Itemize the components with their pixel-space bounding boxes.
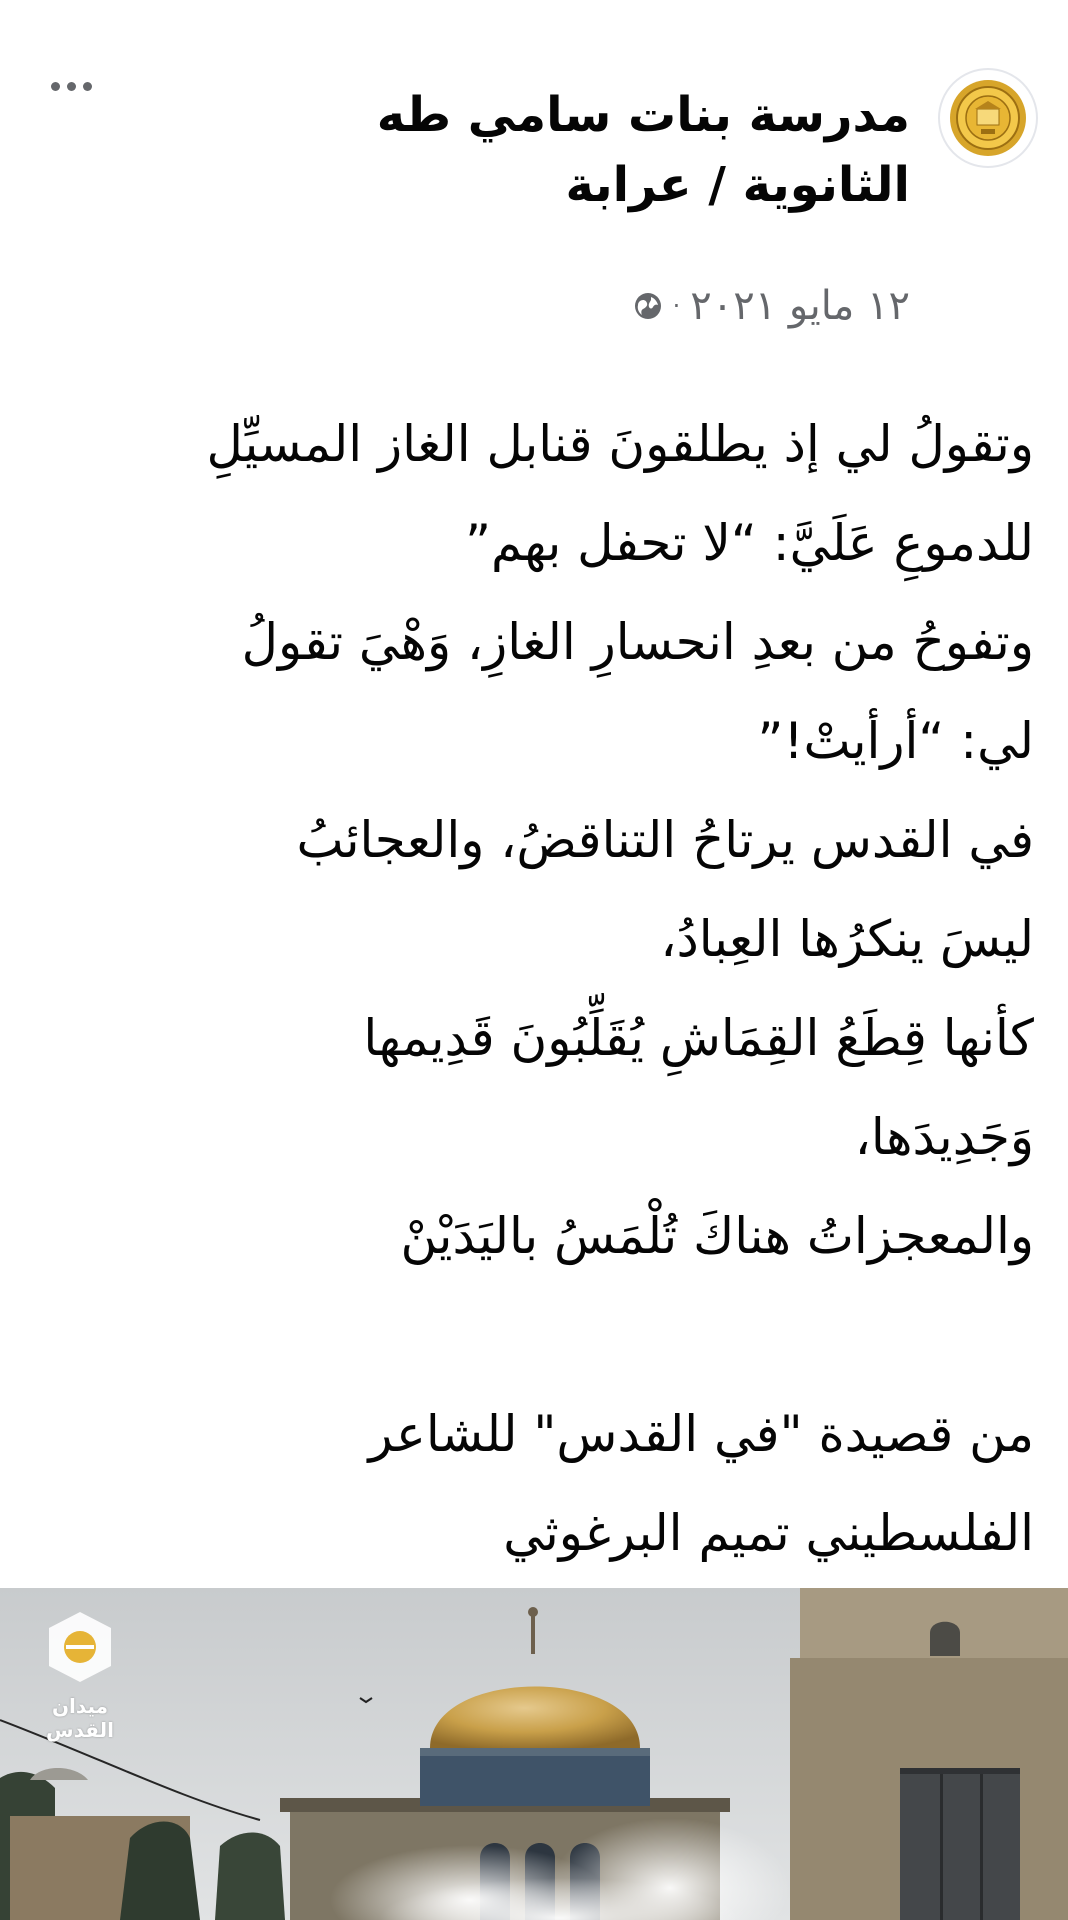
post-header <box>0 0 1068 370</box>
post-line: ليسَ ينكرُها العِبادُ، <box>660 910 1034 968</box>
post-line: وتقولُ لي إذ يطلقونَ قنابل الغاز المسيِّلِ <box>206 415 1034 473</box>
page-name[interactable]: مدرسة بنات سامي طه الثانوية / عرابة <box>376 87 910 213</box>
post-text <box>34 395 1034 1583</box>
watermark-text: ميدان القدس <box>46 1694 114 1742</box>
post-line: الفلسطيني تميم البرغوثي <box>503 1504 1034 1562</box>
post-date[interactable]: ١٢ مايو ٢٠٢١ <box>690 283 910 329</box>
midan-alquds-logo-icon <box>41 1608 119 1686</box>
school-logo-icon <box>947 77 1029 159</box>
post-line: كأنها قِطَعُ القِمَاشِ يُقَلِّبُونَ قَدِيمها <box>363 1009 1034 1067</box>
watermark-logo <box>18 1608 142 1742</box>
meta-separator: · <box>672 292 681 320</box>
line-spacer <box>34 1286 1034 1385</box>
post-line: للدموعِ عَلَيَّ: “لا تحفل بهم” <box>465 514 1034 572</box>
page-avatar[interactable] <box>938 68 1038 168</box>
post-line: من قصيدة "في القدس" للشاعر <box>368 1405 1034 1463</box>
post-line: وتفوحُ من بعدِ انحسارِ الغازِ، وَهْيَ تقولُ <box>241 613 1034 671</box>
post-photo[interactable] <box>0 1588 1068 1920</box>
more-options-button[interactable] <box>44 68 98 104</box>
post-meta <box>633 278 910 334</box>
dome-of-the-rock-photo <box>0 1588 1068 1920</box>
post-line: لي: “أرأيتْ!” <box>757 712 1034 770</box>
post-line: وَجَدِيدَها، <box>854 1108 1034 1166</box>
globe-icon <box>633 291 663 321</box>
post-line: والمعجزاتُ هناكَ تُلْمَسُ باليَدَيْنْ <box>400 1207 1034 1265</box>
more-options-icon <box>83 82 92 91</box>
post-line: في القدس يرتاحُ التناقضُ، والعجائبُ <box>296 811 1034 869</box>
